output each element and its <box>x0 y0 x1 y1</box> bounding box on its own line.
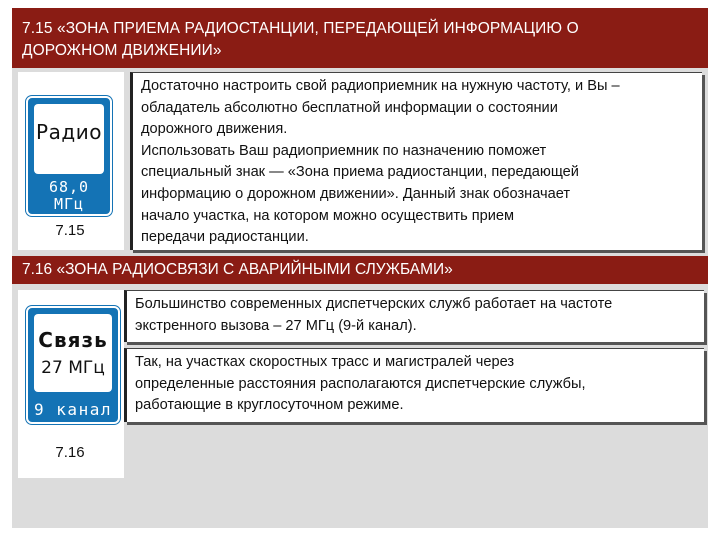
text-line: специальный знак — «Зона приема радиостанции, передающей <box>141 164 579 181</box>
text-line: начало участка, на котором можно осуществить прием <box>141 207 515 224</box>
section-1-title-line-2: ДОРОЖНОМ ДВИЖЕНИИ» <box>22 42 222 59</box>
road-sign-7-15 <box>26 96 112 216</box>
section-1-title-line-1: 7.15 «ЗОНА ПРИЕМА РАДИОСТАНЦИИ, ПЕРЕДАЮЩЕЙ ИНФОРМАЦИЮ О <box>22 20 579 37</box>
text-line: передачи радиостанции. <box>141 229 309 246</box>
sign-frequency-value: 68,0 <box>48 178 90 196</box>
text-line: Достаточно настроить свой радиоприемник на нужную частоту, и Вы – <box>141 78 620 94</box>
sign-white-field <box>34 314 112 392</box>
text-line: информацию о дорожном движении». Данный знак обозначает <box>141 185 571 202</box>
text-line: Так, на участках скоростных трасс и магистралей через <box>135 354 515 370</box>
sign-word-svyaz: Связь <box>38 328 108 352</box>
road-sign-7-16 <box>26 306 120 424</box>
sign-channel: 9 канал <box>34 400 112 419</box>
section-2-text-box-2 <box>124 348 704 422</box>
text-line: Большинство современных диспетчерских служб работает на частоте <box>135 296 613 312</box>
sign-frequency-unit: МГц <box>53 195 85 213</box>
sign-caption-7-16: 7.16 <box>55 444 85 461</box>
section-2-text-box-1 <box>124 290 704 342</box>
text-line: определенные расстояния располагаются диспетчерские службы, <box>135 375 586 392</box>
section-2-title-text: 7.16 «ЗОНА РАДИОСВЯЗИ С АВАРИЙНЫМИ СЛУЖБАМИ» <box>22 261 453 278</box>
sign-caption-7-15: 7.15 <box>55 222 85 239</box>
text-line: Использовать Ваш радиоприемник по назначению поможет <box>141 142 547 159</box>
section-1-text-box <box>130 72 702 250</box>
section-1-title <box>12 8 708 68</box>
sign-white-field <box>34 104 104 174</box>
sign-word-radio: Радио <box>36 120 102 144</box>
section-2-title <box>12 256 708 284</box>
text-line: дорожного движения. <box>141 121 288 138</box>
text-line: экстренного вызова – 27 МГц (9-й канал). <box>135 317 417 334</box>
sign-frequency: 27 МГц <box>41 358 105 378</box>
text-line: работающие в круглосуточном режиме. <box>135 397 404 414</box>
text-line: обладатель абсолютно бесплатной информации о состоянии <box>141 99 558 116</box>
